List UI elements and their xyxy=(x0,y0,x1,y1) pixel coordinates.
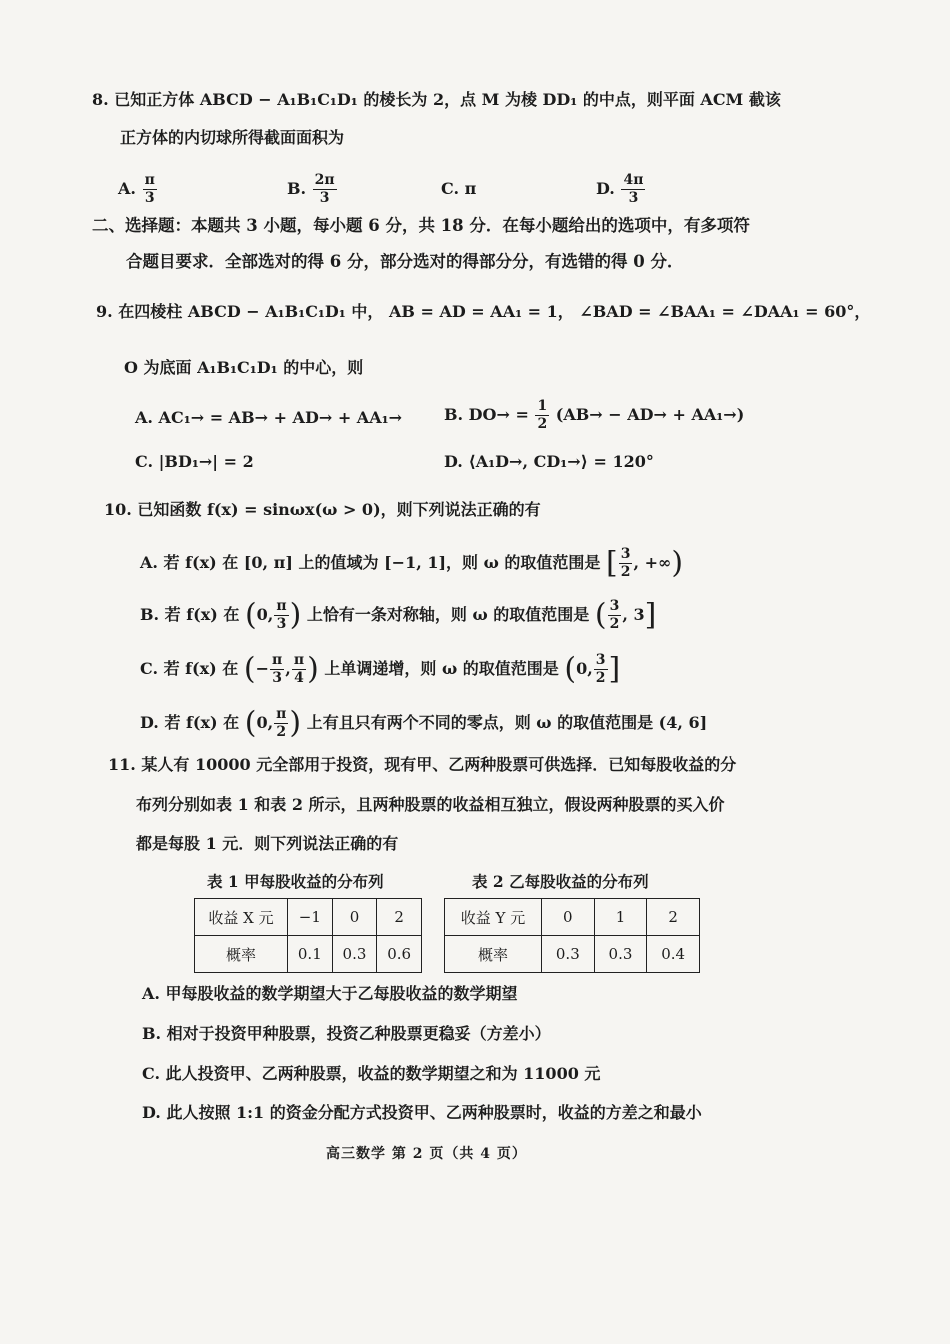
q10-option-d-close: ) xyxy=(289,705,302,741)
q10-option-a-prefix: A. 若 f(x) 在 [0, π] 上的值域为 [−1, 1]，则 ω 的取值范围是 xyxy=(140,553,601,572)
table1-value-cell: 0 xyxy=(332,899,377,936)
q9-option-b-denominator: 2 xyxy=(537,416,548,432)
q11-line3: 都是每股 1 元．则下列说法正确的有 xyxy=(136,834,399,853)
q10-option-a-fraction xyxy=(619,546,633,581)
q9-option-d: D. ⟨A₁D→, CD₁→⟩ = 120° xyxy=(444,452,654,471)
q10-option-c-minus: − xyxy=(255,659,270,678)
table1-value-row xyxy=(195,899,422,936)
table1-prob-label-cell: 概率 xyxy=(195,936,288,973)
table2-header-cell: 收益 Y 元 xyxy=(445,899,542,936)
section2-heading-line2: 合题目要求．全部选对的得 6 分，部分选对的得部分分，有选错的得 0 分． xyxy=(126,252,684,271)
q10-option-c-prefix: C. 若 f(x) 在 xyxy=(140,659,239,678)
q8-option-b-denominator: 3 xyxy=(319,190,330,206)
q10-option-b-range-tail: , 3 xyxy=(622,605,645,624)
q8-option-d-label: D. xyxy=(596,179,615,198)
q10-option-b-interval-start: 0, xyxy=(256,605,274,624)
q10-option-c-fraction-1 xyxy=(270,652,284,687)
q10-option-a xyxy=(140,546,683,581)
q11-option-b: B. 相对于投资甲种股票，投资乙种股票更稳妥（方差小） xyxy=(142,1024,551,1043)
q10-option-c-range-open: ( xyxy=(564,651,577,687)
table2-prob-label-cell: 概率 xyxy=(445,936,542,973)
q10-option-d-fraction xyxy=(274,706,288,741)
q10-option-b-numerator: π xyxy=(276,598,287,614)
q10-option-d-denominator: 2 xyxy=(276,724,287,740)
q9-option-b-prefix: B. DO→ = xyxy=(444,405,529,424)
q10-option-b-prefix: B. 若 f(x) 在 xyxy=(140,605,240,624)
q11-option-a: A. 甲每股收益的数学期望大于乙每股收益的数学期望 xyxy=(142,984,518,1003)
table2-value-row xyxy=(445,899,700,936)
q8-option-c-value: π xyxy=(464,179,477,198)
table1-value-cell: −1 xyxy=(288,899,333,936)
q9-option-b-numerator: 1 xyxy=(537,398,548,414)
q10-option-d-middle: 上有且只有两个不同的零点，则 ω 的取值范围是 (4, 6] xyxy=(306,713,708,732)
q10-option-b-open: ( xyxy=(244,597,257,633)
table1-prob-row xyxy=(195,936,422,973)
q10-option-b-close: ) xyxy=(289,597,302,633)
table2-prob-cell: 0.3 xyxy=(594,936,647,973)
table2-prob-cell: 0.3 xyxy=(542,936,595,973)
q10-option-b xyxy=(140,598,656,633)
q10-option-c-middle: 上单调递增，则 ω 的取值范围是 xyxy=(324,659,559,678)
q10-option-a-open-bracket: [ xyxy=(606,545,618,581)
q11-option-d: D. 此人按照 1:1 的资金分配方式投资甲、乙两种股票时，收益的方差之和最小 xyxy=(142,1103,702,1122)
q10-option-d xyxy=(140,706,707,741)
q8-option-b-label: B. xyxy=(287,179,307,198)
q8-option-b-fraction xyxy=(313,172,337,207)
q8-option-a xyxy=(118,172,158,207)
q10-option-c-range-close: ] xyxy=(608,651,621,687)
q10-option-c-open: ( xyxy=(243,651,256,687)
q9-option-b-suffix: (AB→ − AD→ + AA₁→) xyxy=(555,405,745,424)
table2-value-cell: 2 xyxy=(647,899,700,936)
q8-option-c-label: C. xyxy=(441,179,460,198)
page-footer: 高三数学 第 2 页（共 4 页） xyxy=(326,1146,527,1162)
table1-distribution xyxy=(194,898,422,973)
q10-option-a-close-bracket: ) xyxy=(671,545,684,581)
table2-prob-row xyxy=(445,936,700,973)
q9-option-a: A. AC₁→ = AB→ + AD→ + AA₁→ xyxy=(135,408,403,427)
q10-option-a-numerator: 3 xyxy=(620,546,631,562)
q10-option-c-fraction-2 xyxy=(292,652,306,687)
section2-heading-line1: 二、选择题：本题共 3 小题，每小题 6 分，共 18 分．在每小题给出的选项中，有多项符 xyxy=(92,216,750,235)
q10-option-c-range-numerator: 3 xyxy=(595,652,606,668)
q8-option-a-denominator: 3 xyxy=(144,190,155,206)
q8-option-d xyxy=(596,172,646,207)
q11-line1: 11. 某人有 10000 元全部用于投资，现有甲、乙两种股票可供选择．已知每股收益的分 xyxy=(108,755,737,774)
q11-line2: 布列分别如表 1 和表 2 所示，且两种股票的收益相互独立，假设两种股票的买入价 xyxy=(136,795,725,814)
q10-option-c-range-fraction xyxy=(594,652,608,687)
q10-option-c xyxy=(140,652,620,687)
q10-option-d-open: ( xyxy=(244,705,257,741)
q8-line2: 正方体的内切球所得截面面积为 xyxy=(120,128,345,147)
q10-option-b-denominator: 3 xyxy=(276,616,287,632)
q8-option-b-numerator: 2π xyxy=(314,172,335,188)
table1-caption: 表 1 甲每股收益的分布列 xyxy=(207,872,384,891)
q10-option-a-tail: , +∞ xyxy=(633,553,672,572)
q10-option-c-range-start: 0, xyxy=(576,659,593,678)
table2-distribution xyxy=(444,898,700,973)
q10-option-d-interval-start: 0, xyxy=(256,713,274,732)
q8-option-c xyxy=(441,177,476,201)
q10-option-c-range-denominator: 2 xyxy=(595,670,606,686)
q10-option-c-close: ) xyxy=(307,651,319,687)
q10-option-c-numerator-1: π xyxy=(272,652,283,668)
q10-option-a-denominator: 2 xyxy=(620,564,631,580)
q10-option-b-range-numerator: 3 xyxy=(609,598,620,614)
q9-line2: O 为底面 A₁B₁C₁D₁ 的中心，则 xyxy=(124,358,364,377)
q8-option-d-fraction xyxy=(621,172,645,207)
table2-prob-cell: 0.4 xyxy=(647,936,700,973)
q8-option-a-label: A. xyxy=(118,179,136,198)
q8-option-a-numerator: π xyxy=(144,172,155,188)
table2-value-cell: 1 xyxy=(594,899,647,936)
q10-option-b-range-denominator: 2 xyxy=(609,616,620,632)
q10-option-b-range-fraction xyxy=(608,598,622,633)
q10-option-d-numerator: π xyxy=(276,706,287,722)
q8-option-d-numerator: 4π xyxy=(623,172,644,188)
q10-option-c-denominator-2: 4 xyxy=(294,670,304,686)
q9-option-b xyxy=(444,398,744,433)
q10-option-b-range-close: ] xyxy=(644,597,657,633)
q10-option-c-comma: , xyxy=(285,659,291,678)
q10-option-b-fraction xyxy=(274,598,288,633)
table1-prob-cell: 0.3 xyxy=(332,936,377,973)
q9-option-c: C. |BD₁→| = 2 xyxy=(135,452,254,471)
table1-value-cell: 2 xyxy=(377,899,422,936)
q9-line1: 9. 在四棱柱 ABCD − A₁B₁C₁D₁ 中， AB = AD = AA₁ = 1， ∠BAD = ∠BAA₁ = ∠DAA₁ = 60°， xyxy=(96,302,871,321)
q11-option-c: C. 此人投资甲、乙两种股票，收益的数学期望之和为 11000 元 xyxy=(142,1064,601,1083)
table1-header-cell: 收益 X 元 xyxy=(195,899,288,936)
table2-value-cell: 0 xyxy=(542,899,595,936)
q10-option-b-range-open: ( xyxy=(594,597,607,633)
table1-prob-cell: 0.1 xyxy=(288,936,333,973)
q8-line1: 8. 已知正方体 ABCD − A₁B₁C₁D₁ 的棱长为 2，点 M 为棱 DD₁ 的中点，则平面 ACM 截该 xyxy=(92,90,781,109)
q10-option-b-middle: 上恰有一条对称轴，则 ω 的取值范围是 xyxy=(306,605,590,624)
q8-option-a-fraction xyxy=(143,172,157,207)
table1-prob-cell: 0.6 xyxy=(377,936,422,973)
table2-caption: 表 2 乙每股收益的分布列 xyxy=(472,872,649,891)
q8-option-b xyxy=(287,172,338,207)
q9-option-b-fraction xyxy=(535,398,549,433)
q10-option-c-numerator-2: π xyxy=(293,652,305,668)
q8-option-d-denominator: 3 xyxy=(628,190,639,206)
q10-option-d-prefix: D. 若 f(x) 在 xyxy=(140,713,240,732)
q10-stem: 10. 已知函数 f(x) = sinωx(ω > 0)，则下列说法正确的有 xyxy=(104,500,541,519)
q10-option-c-denominator-1: 3 xyxy=(272,670,283,686)
